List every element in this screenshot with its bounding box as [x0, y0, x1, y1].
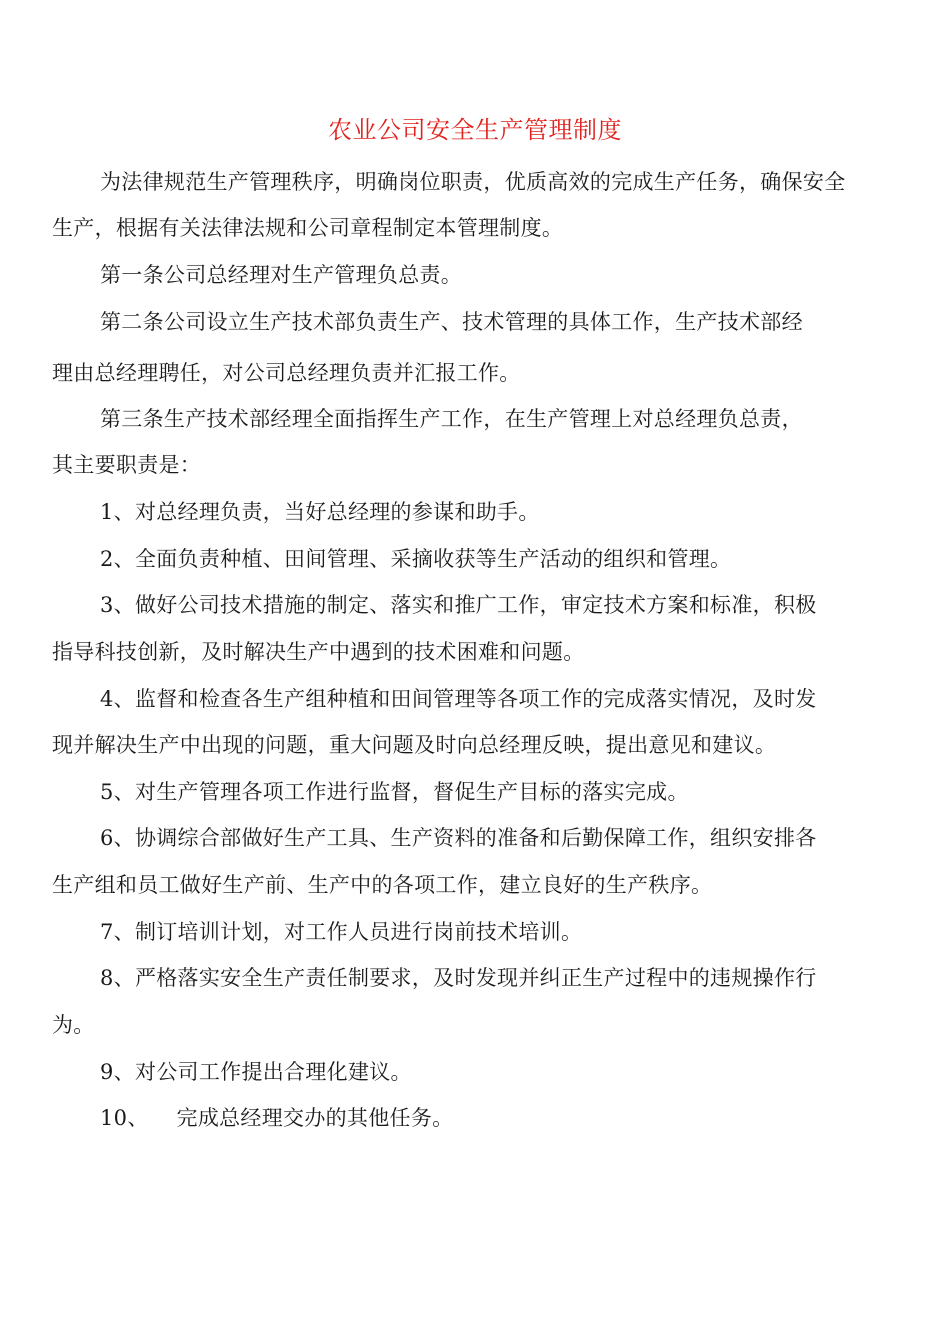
article-3-line-1: 第三条生产技术部经理全面指挥生产工作，在生产管理上对总经理负总责， [100, 407, 803, 431]
duty-4-line-2: 现并解决生产中出现的问题，重大问题及时向总经理反映，提出意见和建议。 [52, 733, 777, 757]
duty-9: 9、对公司工作提出合理化建议。 [100, 1060, 412, 1084]
intro-line-2: 生产，根据有关法律法规和公司章程制定本管理制度。 [52, 216, 564, 240]
article-3-line-2: 其主要职责是： [52, 453, 202, 477]
article-2-line-2: 理由总经理聘任，对公司总经理负责并汇报工作。 [52, 361, 521, 385]
duty-8-line-2: 为。 [52, 1013, 95, 1037]
duty-3-line-2: 指导科技创新，及时解决生产中遇到的技术困难和问题。 [52, 640, 585, 664]
duty-3-line-1: 3、做好公司技术措施的制定、落实和推广工作，审定技术方案和标准，积极 [100, 593, 817, 617]
duty-10: 10、 完成总经理交办的其他任务。 [100, 1106, 454, 1130]
intro-line-1: 为法律规范生产管理秩序，明确岗位职责，优质高效的完成生产任务，确保安全 [100, 170, 846, 194]
article-1: 第一条公司总经理对生产管理负总责。 [100, 263, 463, 287]
duty-1: 1、对总经理负责，当好总经理的参谋和助手。 [100, 500, 540, 524]
document-title: 农业公司安全生产管理制度 [328, 116, 622, 144]
duty-5: 5、对生产管理各项工作进行监督，督促生产目标的落实完成。 [100, 780, 689, 804]
duty-6-line-2: 生产组和员工做好生产前、生产中的各项工作，建立良好的生产秩序。 [52, 873, 713, 897]
duty-6-line-1: 6、协调综合部做好生产工具、生产资料的准备和后勤保障工作，组织安排各 [100, 826, 817, 850]
duty-2: 2、全面负责种植、田间管理、采摘收获等生产活动的组织和管理。 [100, 547, 732, 571]
duty-8-line-1: 8、严格落实安全生产责任制要求，及时发现并纠正生产过程中的违规操作行 [100, 966, 817, 990]
article-2-line-1: 第二条公司设立生产技术部负责生产、技术管理的具体工作，生产技术部经 [100, 310, 803, 334]
duty-4-line-1: 4、监督和检查各生产组种植和田间管理等各项工作的完成落实情况，及时发 [100, 687, 817, 711]
duty-7: 7、制订培训计划，对工作人员进行岗前技术培训。 [100, 920, 583, 944]
